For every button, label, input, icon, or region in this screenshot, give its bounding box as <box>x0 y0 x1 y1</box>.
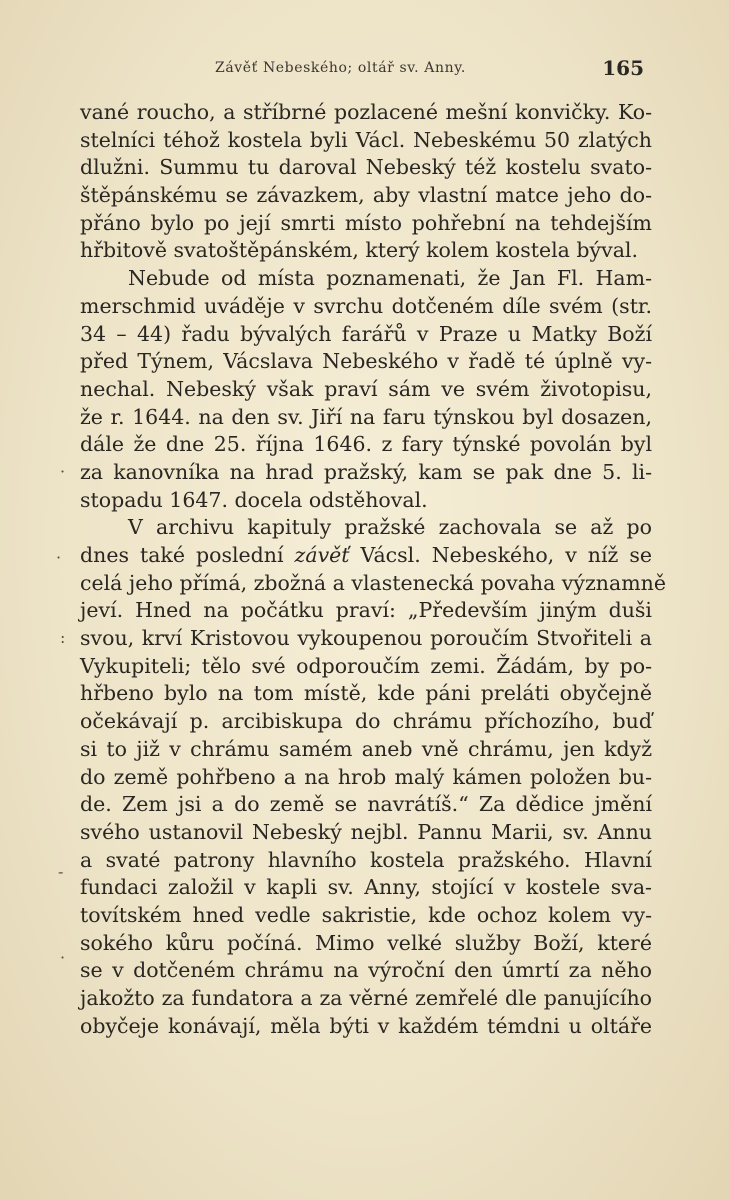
text-line: dále že dne 25. října 1646. z fary týnské povolán byl <box>80 432 652 457</box>
text-line: de. Zem jsi a do země se navrátíš.“ Za dědice jmění <box>80 792 652 817</box>
text-line: za kanovníka na hrad pražský, kam se pak dne 5. li- <box>80 459 652 484</box>
text-line: očekávají p. arcibiskupa do chrámu příchozího, buď <box>80 709 652 734</box>
text-line: štěpánskému se závazkem, aby vlastní matce jeho do- <box>80 183 652 208</box>
text-line: hřbitově svatoštěpánském, který kolem kostela býval. <box>80 238 639 263</box>
text-line: svého ustanovil Nebeský nejbl. Pannu Marii, sv. Annu <box>80 819 652 844</box>
margin-dot: · <box>56 548 62 567</box>
text-line-with-emphasis <box>80 542 652 570</box>
line-part: Vácsl. Nebeského, v níž se <box>360 543 652 567</box>
text-line: a svaté patrony hlavního kostela pražského. Hlavní <box>80 847 652 872</box>
text-line: si to již v chrámu samém aneb vně chrámu, jen když <box>80 736 652 761</box>
text-line: dlužni. Summu tu daroval Nebeský též kostelu svato- <box>80 155 652 180</box>
text-line: 34 – 44) řadu bývalých farářů v Praze u Matky Boží <box>80 321 652 346</box>
text-line: do země pohřbeno a na hrob malý kámen položen bu- <box>80 764 652 789</box>
text-line: Vykupiteli; tělo své odporoučím zemi. Žádám, by po- <box>80 653 652 678</box>
page-number: 165 <box>602 56 644 80</box>
margin-dot: · <box>60 948 66 967</box>
text-line: jakožto za fundatora a za věrné zemřelé dle panujícího <box>80 986 652 1010</box>
text-line: že r. 1644. na den sv. Jiří na faru týnskou byl dosazen, <box>80 404 652 429</box>
text-line: celá jeho přímá, zbožná a vlastenecká povaha významně <box>80 570 666 595</box>
running-head: Závěť Nebeského; oltář sv. Anny. <box>215 60 466 76</box>
text-line: sokého kůru počíná. Mimo velké služby Boží, které <box>80 930 652 955</box>
text-line: tovítském hned vedle sakristie, kde ochoz kolem vy- <box>80 902 652 927</box>
text-line: nechal. Nebeský však praví sám ve svém životopisu, <box>80 376 652 401</box>
body-text <box>80 99 666 1040</box>
text-line: před Týnem, Vácslava Nebeského v řadě té úplně vy- <box>80 349 652 374</box>
text-line: merschmid uváděje v svrchu dotčeném díle svém (str. <box>80 293 652 318</box>
margin-dot: : <box>60 628 66 647</box>
text-line: svou, krví Kristovou vykoupenou poroučím Stvořiteli a <box>80 626 652 651</box>
text-line: stelníci téhož kostela byli Václ. Nebeskému 50 zlatých <box>80 127 652 152</box>
text-line: V archivu kapituly pražské zachovala se až po <box>128 515 652 540</box>
text-line: jeví. Hned na počátku praví: „Především jiným duši <box>80 598 652 623</box>
text-line: přáno bylo po její smrti místo pohřební na tehdejším <box>80 210 652 235</box>
margin-dot: · <box>60 462 66 481</box>
text-line: se v dotčeném chrámu na výroční den úmrtí za něho <box>80 958 652 983</box>
text-line: vané roucho, a stříbrné pozlacené mešní konvičky. Ko- <box>80 100 652 124</box>
line-part: dnes také poslední <box>80 543 284 567</box>
text-line: fundaci založil v kapli sv. Anny, stojící v kostele sva- <box>80 875 652 900</box>
text-line: obyčeje konávají, měla býti v každém témdni u oltáře <box>80 1013 652 1038</box>
margin-dash: - <box>58 862 64 881</box>
text-line: hřbeno bylo na tom místě, kde páni preláti obyčejně <box>80 681 652 706</box>
emphasis-zavet: závěť <box>294 543 350 567</box>
text-line: stopadu 1647. docela odstěhoval. <box>80 487 428 512</box>
text-line: Nebude od místa poznamenati, že Jan Fl. Ham- <box>128 266 652 291</box>
